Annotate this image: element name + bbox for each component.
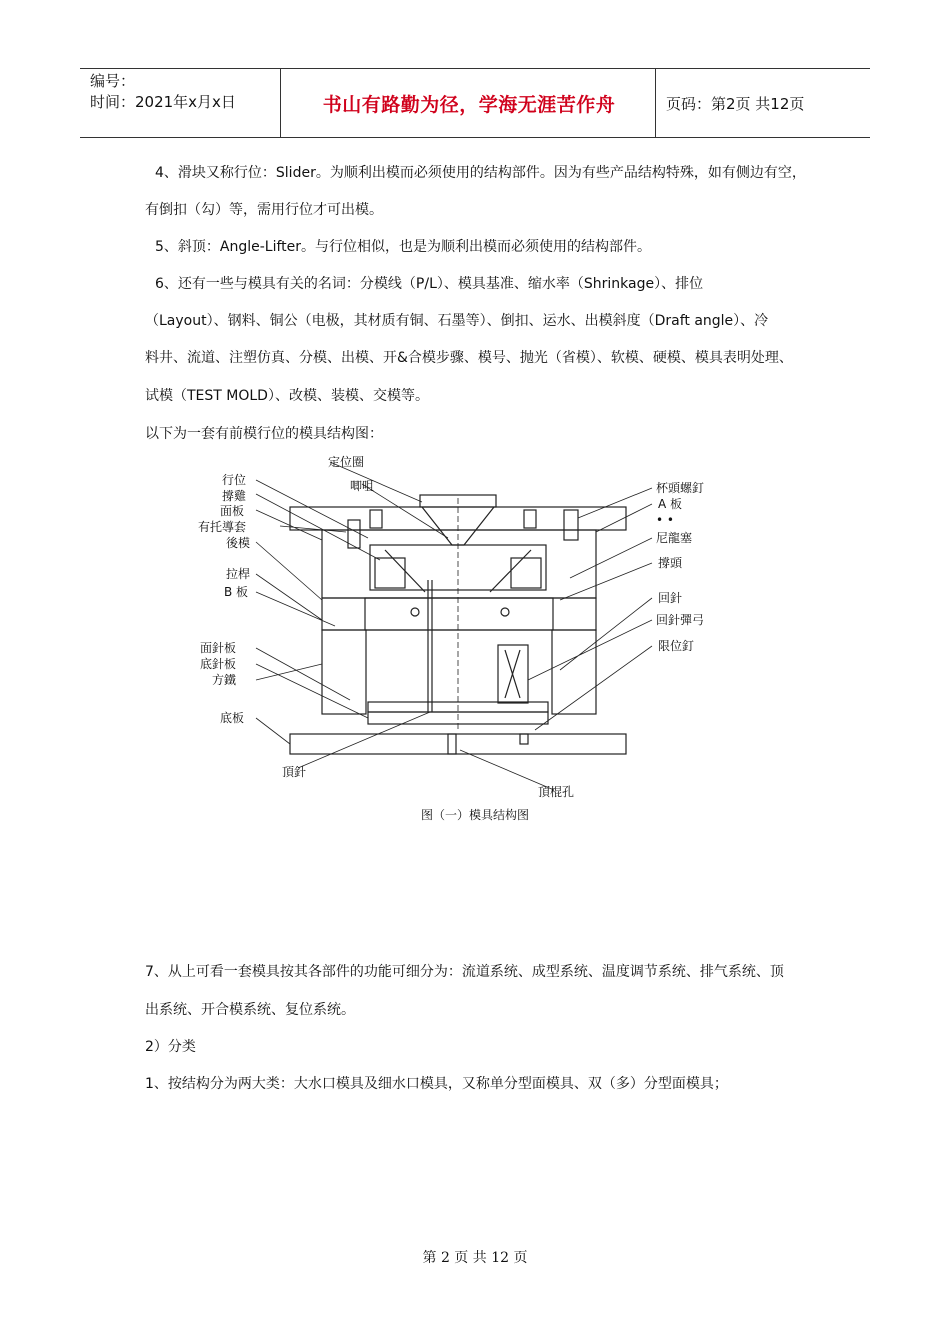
label-nozzle: 唧咀	[350, 479, 375, 493]
label-ejector-base-plate: 底針板	[200, 657, 237, 671]
label-a-plate: A 板	[658, 497, 683, 511]
page-footer: 第 2 页 共 12 页	[422, 1250, 528, 1266]
label-socket-screw: 杯頭螺釘	[656, 481, 705, 495]
header-divider-left	[280, 69, 281, 137]
paragraph-6-line-2: （Layout）、钢料、铜公（电极，其材质有铜、石墨等）、倒扣、运水、出模斜度（Draft angle）、冷	[145, 313, 769, 329]
paragraph-6-line-3: 料井、流道、注塑仿真、分模、出模、开&合模步骤、模号、抛光（省模）、软模、硬模、模具表明处理、	[145, 350, 793, 366]
header-motto: 书山有路勤为径，学海无涯苦作舟	[322, 93, 616, 116]
mold-structure-diagram	[190, 450, 750, 802]
header-page-info: 页码：第2页 共12页	[666, 94, 805, 113]
label-rear-mold: 後模	[226, 536, 251, 550]
label-base-plate: 底板	[220, 711, 245, 725]
label-ko-hole: 頂棍孔	[538, 785, 575, 799]
label-face-plate: 面板	[220, 504, 245, 518]
label-tie-bar: 拉桿	[226, 567, 251, 581]
label-support-head: 撐頭	[658, 556, 683, 570]
header-number-label: 编号：	[90, 72, 136, 90]
label-slider: 行位	[222, 473, 247, 487]
label-nylon-plug: 尼龍塞	[656, 531, 693, 545]
paragraph-7-line-2: 出系统、开合模系统、复位系统。	[145, 1002, 355, 1018]
paragraph-4-line-2: 有倒扣（勾）等，需用行位才可出模。	[145, 202, 383, 218]
mold-drawing	[256, 462, 652, 790]
paragraph-6-line-1: 6、还有一些与模具有关的名词：分模线（P/L）、模具基准、缩水率（Shrinkage）、排位	[155, 276, 704, 292]
classification-1: 1、按结构分为两大类：大水口模具及细水口模具，又称单分型面模具、双（多）分型面模具；	[145, 1076, 728, 1092]
label-return-pin: 回針	[658, 591, 683, 605]
figure-intro: 以下为一套有前模行位的模具结构图：	[145, 426, 383, 442]
label-spacer-block: 方鐵	[212, 673, 237, 687]
paragraph-6-line-4: 试模（TEST MOLD）、改模、装模、交模等。	[145, 388, 429, 404]
label-return-spring: 回針彈弓	[656, 613, 705, 627]
label-b-plate: B 板	[224, 585, 249, 599]
header-divider-right	[655, 69, 656, 137]
paragraph-7-line-1: 7、从上可看一套模具按其各部件的功能可细分为：流道系统、成型系统、温度调节系统、排气系统、顶	[145, 964, 784, 980]
label-dots: • •	[656, 513, 674, 527]
label-ejector-pin: 頂針	[282, 765, 307, 779]
label-locating-ring: 定位圈	[328, 455, 365, 469]
label-guide-bush: 有托導套	[198, 520, 247, 534]
label-ejector-face-plate: 面針板	[200, 641, 237, 655]
paragraph-5: 5、斜顶：Angle-Lifter。与行位相似，也是为顺利出模而必须使用的结构部件。	[155, 239, 652, 255]
paragraph-4-line-1: 4、滑块又称行位：Slider。为顺利出模而必须使用的结构部件。因为有些产品结构特殊，如有侧边有空，	[155, 165, 806, 181]
figure-caption: 图（一）模具结构图	[420, 808, 529, 822]
page-header	[80, 68, 870, 138]
header-meta	[90, 71, 236, 113]
section-2-heading: 2）分类	[145, 1039, 196, 1055]
label-stop-pin: 限位釘	[658, 639, 695, 653]
label-wedge: 撐雞	[222, 489, 247, 503]
header-time: 时间：2021年x月x日	[90, 93, 236, 111]
